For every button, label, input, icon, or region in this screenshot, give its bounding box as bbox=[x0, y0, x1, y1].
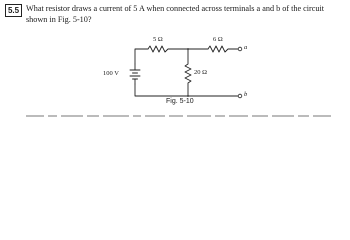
wire-source-top bbox=[135, 49, 148, 64]
problem-text: What resistor draws a current of 5 A when connected across terminals a and b of the circuit shown in Fig. 5-10? bbox=[26, 4, 325, 24]
terminal-b-node bbox=[238, 94, 242, 98]
label-source-voltage: 100 V bbox=[103, 70, 119, 77]
resistor-5-ohm bbox=[148, 46, 188, 52]
resistor-20-ohm bbox=[185, 49, 191, 96]
wire-source-bottom bbox=[135, 84, 188, 96]
cut-off-text-line bbox=[26, 115, 344, 121]
label-20-ohm: 20 Ω bbox=[194, 69, 207, 76]
problem-number: 5.5 bbox=[5, 4, 22, 17]
label-terminal-a: a bbox=[244, 44, 248, 51]
label-6-ohm: 6 Ω bbox=[213, 36, 223, 43]
terminal-a-node bbox=[238, 47, 242, 51]
junction-top bbox=[187, 48, 189, 50]
resistor-6-ohm bbox=[208, 46, 238, 52]
label-5-ohm: 5 Ω bbox=[153, 36, 163, 43]
label-terminal-b: b bbox=[244, 91, 248, 98]
junction-bottom bbox=[187, 95, 189, 97]
figure-caption: Fig. 5-10 bbox=[166, 98, 194, 105]
